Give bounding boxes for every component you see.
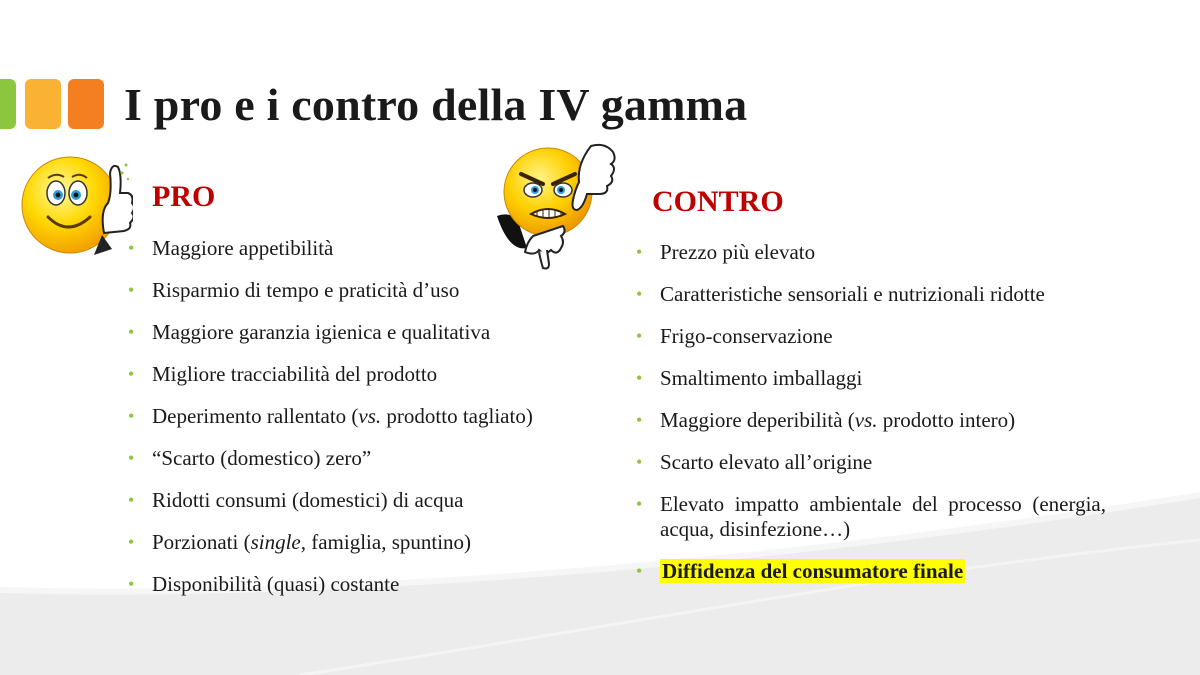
accent-bar-orange <box>68 79 104 129</box>
contro-item: • Smaltimento imballaggi <box>636 366 1106 391</box>
accent-bar-yellow <box>25 79 61 129</box>
contro-item: • Maggiore deperibilità (vs. prodotto intero) <box>636 408 1106 433</box>
pro-item: • “Scarto (domestico) zero” <box>128 446 608 471</box>
pro-item: • Porzionati (single, famiglia, spuntino) <box>128 530 608 555</box>
pro-item: • Risparmio di tempo e praticità d’uso <box>128 278 608 303</box>
contro-item-highlighted <box>636 559 1106 584</box>
contro-heading: CONTRO <box>652 185 784 218</box>
contro-item: • Frigo-conservazione <box>636 324 1106 349</box>
pro-heading: PRO <box>152 180 216 213</box>
accent-bar-green <box>0 79 16 129</box>
slide-title: I pro e i contro della IV gamma <box>124 79 748 130</box>
thumbs-up-smiley-icon <box>18 145 133 260</box>
pro-item: • Maggiore appetibilità <box>128 236 608 261</box>
pro-item: • Deperimento rallentato (vs. prodotto tagliato) <box>128 404 608 429</box>
contro-item: • Scarto elevato all’origine <box>636 450 1106 475</box>
pro-item: • Migliore tracciabilità del prodotto <box>128 362 608 387</box>
contro-item: • Caratteristiche sensoriali e nutrizionali ridotte <box>636 282 1106 307</box>
pro-item: • Ridotti consumi (domestici) di acqua <box>128 488 608 513</box>
pro-list <box>128 236 608 614</box>
pro-item: • Maggiore garanzia igienica e qualitativa <box>128 320 608 345</box>
contro-item: • Prezzo più elevato <box>636 240 1106 265</box>
contro-item: • Elevato impatto ambientale del processo (energia, acqua, disinfezione…) <box>636 492 1106 542</box>
highlighted-text: Diffidenza del consumatore finale <box>662 559 964 583</box>
contro-list <box>636 240 1106 601</box>
pro-item: • Disponibilità (quasi) costante <box>128 572 608 597</box>
thumbs-down-angry-smiley-icon <box>493 140 628 270</box>
